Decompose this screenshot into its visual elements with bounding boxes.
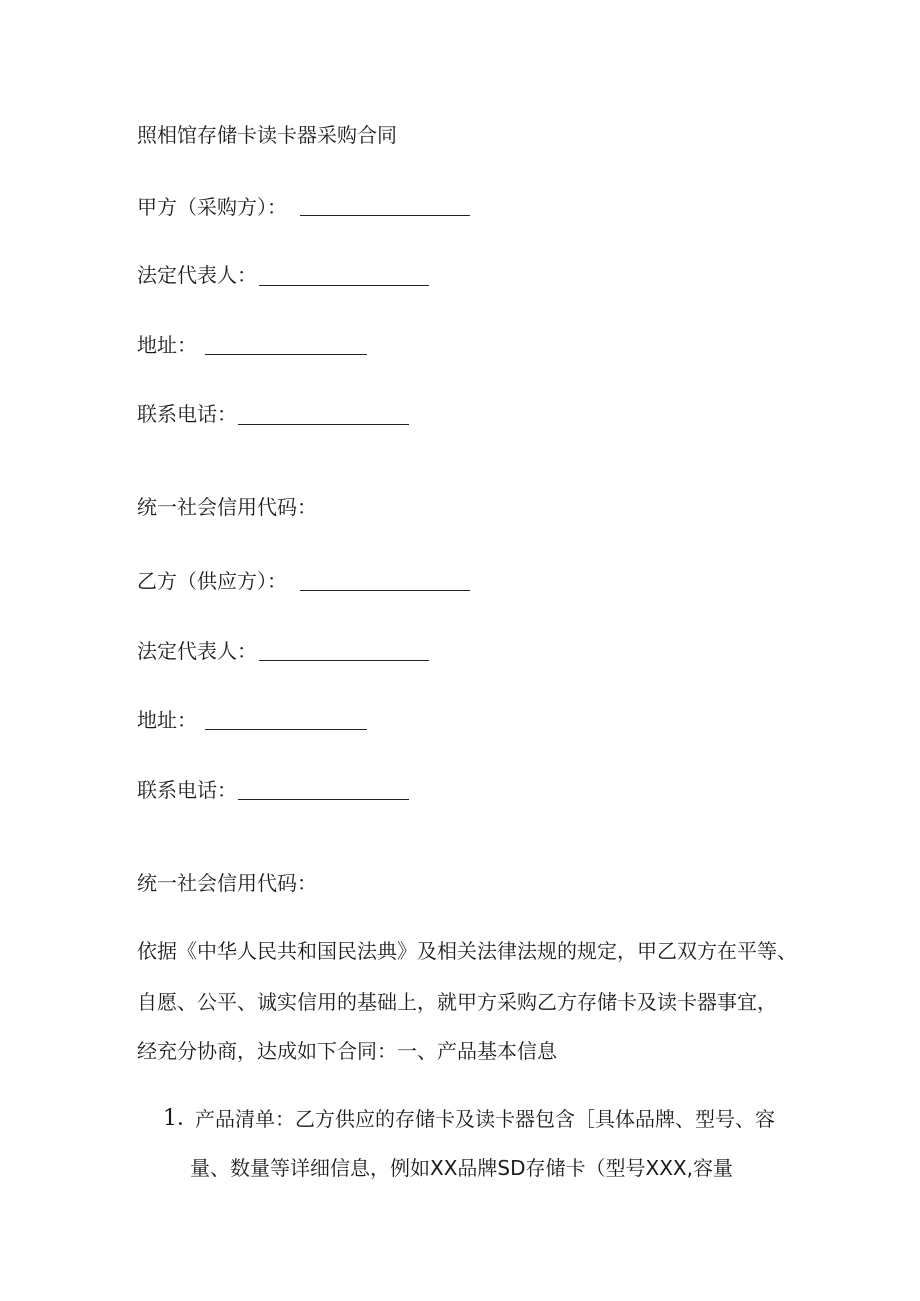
preamble-line: 经充分协商，达成如下合同：一、产品基本信息 (137, 1039, 557, 1063)
party-a-address-blank[interactable] (205, 354, 367, 355)
document-title: 照相馆存储卡读卡器采购合同 (137, 123, 397, 147)
party-b-rep-label: 法定代表人： (137, 639, 257, 663)
party-a-address-label: 地址： (137, 333, 197, 357)
preamble-line: 依据《中华人民共和国民法典》及相关法律法规的规定，甲乙双方在平等、 (137, 939, 797, 963)
party-a-rep-label: 法定代表人： (137, 263, 257, 287)
clause-text-line: 量、数量等详细信息，例如XX品牌SD存储卡（型号XXX,容量 (190, 1156, 733, 1180)
party-b-phone-label: 联系电话： (137, 778, 237, 802)
party-a-phone-label: 联系电话： (137, 402, 237, 426)
party-a-name-label: 甲方（采购方）： (137, 195, 287, 219)
party-b-name-label: 乙方（供应方）： (137, 569, 287, 593)
party-a-credit-code-label: 统一社会信用代码： (137, 495, 317, 519)
party-b-phone-blank[interactable] (238, 799, 409, 800)
party-b-credit-code-label: 统一社会信用代码： (137, 871, 317, 895)
party-b-address-label: 地址： (137, 708, 197, 732)
party-a-phone-blank[interactable] (238, 424, 409, 425)
party-a-name-blank[interactable] (300, 215, 470, 216)
party-a-rep-blank[interactable] (259, 285, 429, 286)
party-b-name-blank[interactable] (300, 590, 470, 591)
clause-text-line: 产品清单：乙方供应的存储卡及读卡器包含［具体品牌、型号、容 (195, 1107, 775, 1131)
party-b-address-blank[interactable] (205, 729, 367, 730)
clause-number: 1． (163, 1106, 199, 1131)
party-b-rep-blank[interactable] (259, 660, 429, 661)
preamble-line: 自愿、公平、诚实信用的基础上，就甲方采购乙方存储卡及读卡器事宜， (137, 990, 777, 1014)
